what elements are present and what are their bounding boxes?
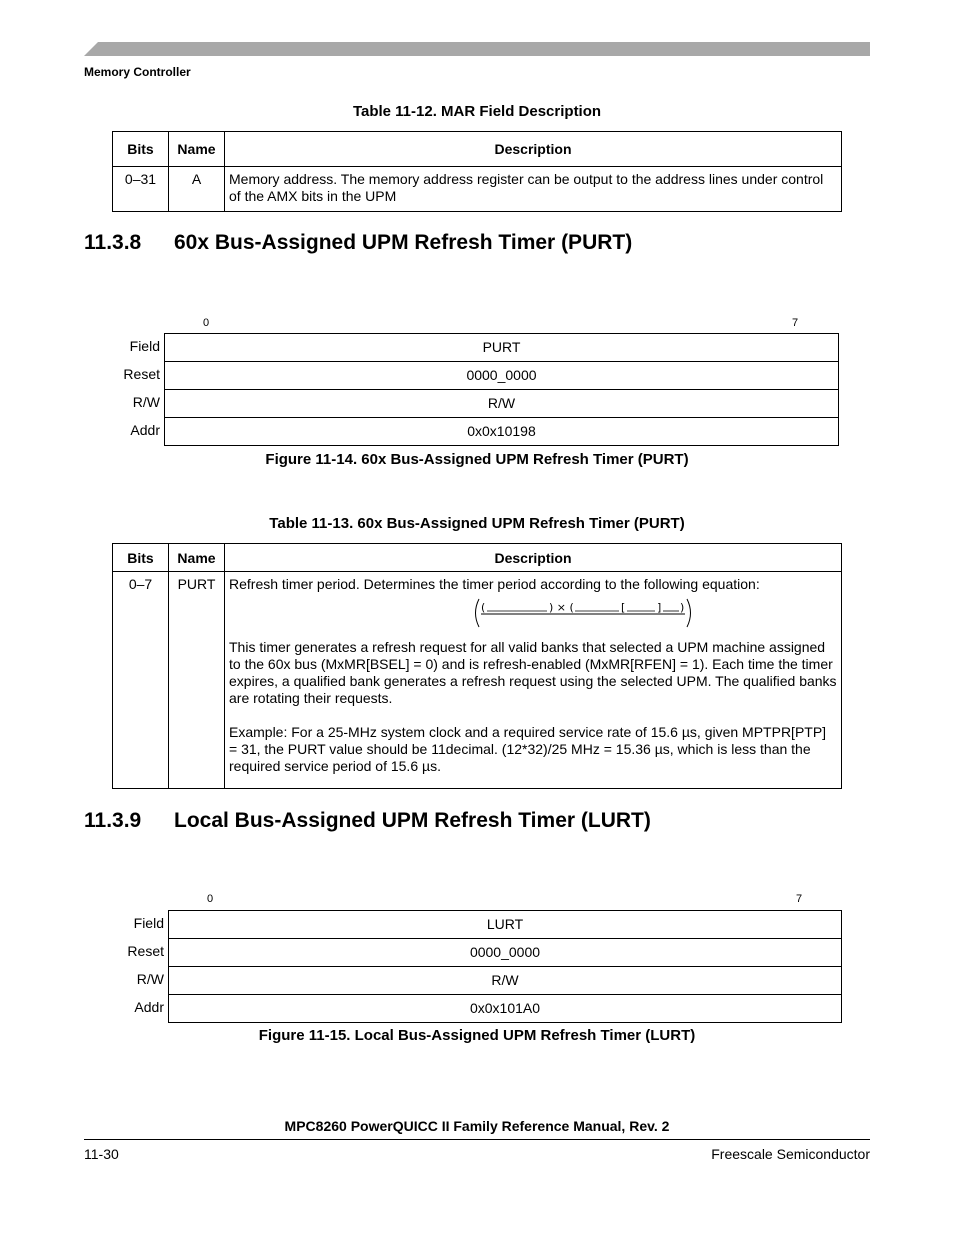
figure-purt-caption: Figure 11-14. 60x Bus-Assigned UPM Refresh Timer (PURT): [265, 451, 689, 468]
running-head: Memory Controller: [84, 65, 191, 79]
register-rw: R/W: [165, 390, 838, 418]
section-title: Local Bus-Assigned UPM Refresh Timer (LURT): [174, 809, 651, 832]
column-header: Bits: [113, 544, 169, 572]
bit-end-label: 7: [796, 893, 803, 905]
column-header: Name: [169, 544, 225, 572]
cell-description: Memory address. The memory address register can be output to the address lines under control of the AMX bits in the UPM: [225, 167, 842, 212]
equation: [229, 593, 837, 639]
row-label: Reset: [127, 943, 164, 959]
page-number: 11-30: [84, 1146, 119, 1162]
register-field: LURT: [169, 911, 841, 939]
svg-text:]: ]: [657, 601, 662, 614]
register-addr: 0x0x10198: [467, 423, 536, 439]
column-header: Description: [225, 132, 842, 167]
row-label: R/W: [136, 971, 164, 987]
row-label: Reset: [123, 366, 160, 382]
footer-publisher: Freescale Semiconductor: [711, 1146, 870, 1162]
footer-manual-title: MPC8260 PowerQUICC II Family Reference Manual, Rev. 2: [284, 1118, 670, 1134]
table-mar: [112, 131, 842, 212]
bit-end-label: 7: [792, 317, 799, 329]
section-title: 60x Bus-Assigned UPM Refresh Timer (PURT): [174, 231, 633, 254]
section-heading-purt: [84, 231, 632, 255]
register-reset: 0000_0000: [165, 362, 838, 390]
register-lurt-labels: [104, 910, 164, 1022]
svg-text:[: [: [621, 601, 626, 614]
column-header: Bits: [113, 132, 169, 167]
footer-rule: [84, 1139, 870, 1140]
section-number: 11.3.9: [84, 809, 142, 832]
cell-bits: 0–31: [113, 167, 169, 212]
table-purt: [112, 543, 842, 789]
svg-text:): ): [680, 601, 685, 614]
header-bar: [84, 42, 870, 56]
bit-start-label: 0: [203, 317, 210, 329]
section-number: 11.3.8: [84, 231, 142, 254]
cell-description: [225, 572, 842, 789]
bit-start-label: 0: [207, 893, 214, 905]
description-para-3: Example: For a 25-MHz system clock and a required service rate of 15.6 µs, given MPTPR[PTP] = 31, the PURT value should be 11decimal. (12*32)/25 MHz = 15.36 µs, which is less than the required service period of 15.6 µs.: [229, 724, 827, 774]
register-reset: 0000_0000: [169, 939, 841, 967]
row-label: Addr: [130, 422, 160, 438]
column-header: Description: [225, 544, 842, 572]
table-purt-caption: Table 11-13. 60x Bus-Assigned UPM Refresh Timer (PURT): [269, 515, 685, 532]
description-para-2: This timer generates a refresh request for all valid banks that selected a UPM machine assigned to the 60x bus (MxMR[BSEL] = 0) and is refresh-enabled (MxMR[RFEN] = 1). Each time the timer expires, a qualified bank generates a refresh request using the selected UPM. The qualified banks are rotating their requests.: [229, 639, 837, 706]
cell-name: PURT: [169, 572, 225, 789]
row-label: Field: [133, 915, 164, 931]
cell-bits: 0–7: [113, 572, 169, 789]
svg-text:) × (: ) × (: [549, 601, 574, 614]
table-mar-caption: Table 11-12. MAR Field Description: [352, 103, 602, 120]
equation-graphic: [471, 597, 701, 633]
register-purt-labels: [100, 333, 160, 445]
row-label: R/W: [132, 394, 160, 410]
section-heading-lurt: [84, 809, 651, 833]
register-field: PURT: [165, 334, 838, 362]
register-rw: R/W: [169, 967, 841, 995]
column-header: Name: [169, 132, 225, 167]
register-purt-box: [164, 333, 839, 446]
svg-text:(: (: [481, 601, 486, 614]
register-lurt-box: [168, 910, 842, 1023]
cell-name: A: [169, 167, 225, 212]
register-addr: 0x0x101A0: [469, 1000, 541, 1016]
row-label: Addr: [134, 999, 164, 1015]
description-para-1: Refresh timer period. Determines the timer period according to the following equation:: [229, 576, 760, 592]
figure-lurt-caption: Figure 11-15. Local Bus-Assigned UPM Refresh Timer (LURT): [258, 1027, 696, 1044]
row-label: Field: [129, 338, 160, 354]
